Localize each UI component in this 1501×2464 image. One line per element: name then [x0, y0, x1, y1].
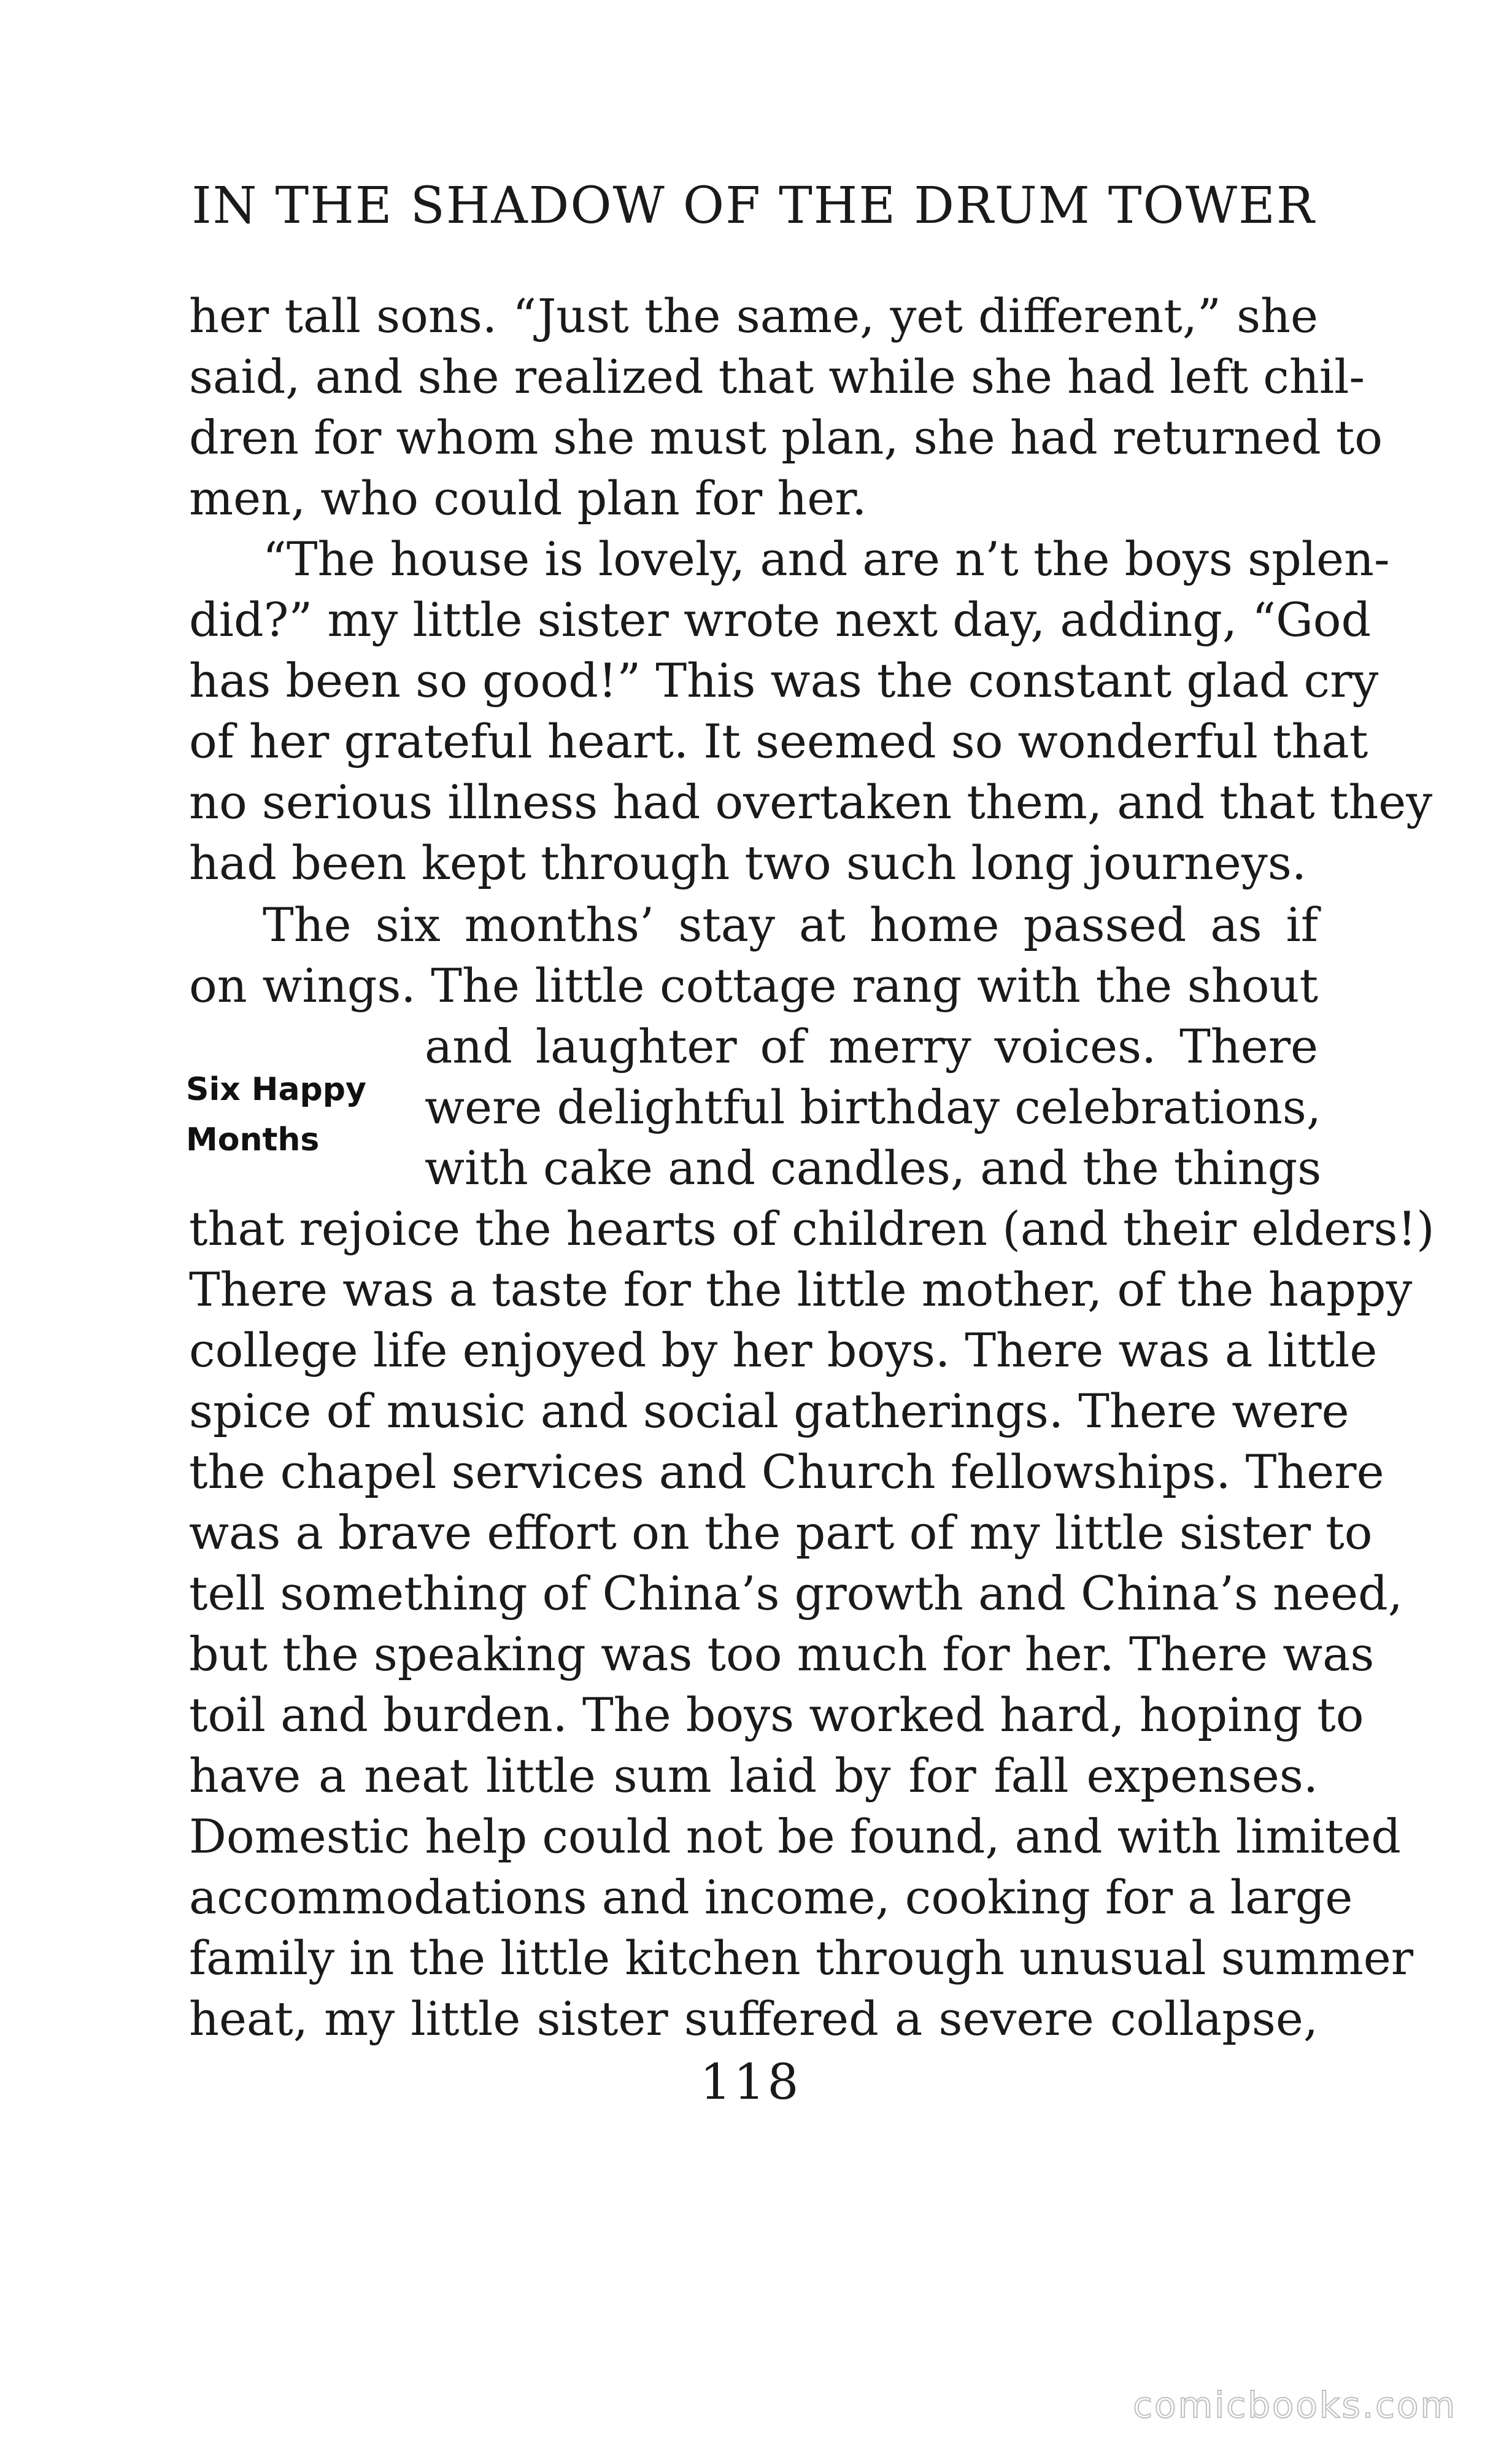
text-line: There was a taste for the little mother, of the happy — [189, 1262, 1413, 1317]
text-line: dren for whom she must plan, she had returned to — [189, 410, 1383, 465]
text-line: her tall sons. “Just the same, yet different,” she — [189, 289, 1318, 343]
text-line: “The house is lovely, and are n’t the boys splen- — [263, 532, 1390, 586]
text-line: with cake and candles, and the things — [425, 1141, 1322, 1195]
text-line: college life enjoyed by her boys. There was a little — [189, 1323, 1378, 1377]
text-line: but the speaking was too much for her. There was — [189, 1627, 1375, 1681]
text-line: family in the little kitchen through unusual summer — [189, 1931, 1414, 1985]
sidenote-line: Six Happy — [186, 1071, 366, 1108]
running-head: IN THE SHADOW OF THE DRUM TOWER — [191, 177, 1316, 235]
text-line: the chapel services and Church fellowships. There — [189, 1444, 1384, 1499]
text-line: heat, my little sister suffered a severe collapse, — [189, 1991, 1318, 2046]
text-line: of her grateful heart. It seemed so wonderful that — [189, 714, 1368, 769]
watermark: comicbooks.com — [1133, 2384, 1457, 2426]
page-number: 118 — [700, 2053, 801, 2110]
text-line: men, who could plan for her. — [189, 471, 867, 525]
text-line: spice of music and social gatherings. There were — [189, 1384, 1349, 1438]
text-line: The six months’ stay at home passed as if — [263, 897, 1318, 952]
text-line: had been kept through two such long journeys. — [189, 835, 1306, 890]
text-line: did?” my little sister wrote next day, adding, “God — [189, 592, 1372, 647]
text-line: tell something of China’s growth and China’s need, — [189, 1566, 1403, 1621]
text-line: Domestic help could not be found, and with limited — [189, 1809, 1401, 1864]
text-line: on wings. The little cottage rang with the shout — [189, 958, 1318, 1013]
text-line: was a brave effort on the part of my little sister to — [189, 1505, 1373, 1560]
text-line: no serious illness had overtaken them, and that they — [189, 775, 1433, 829]
sidenote-line: Months — [186, 1122, 320, 1158]
text-line: were delightful birthday celebrations, — [425, 1080, 1322, 1134]
sidenote — [186, 1064, 366, 1165]
text-line: toil and burden. The boys worked hard, hoping to — [189, 1687, 1364, 1742]
text-line: said, and she realized that while she had left chil- — [189, 349, 1365, 404]
text-line: accommodations and income, cooking for a large — [189, 1870, 1353, 1924]
text-line: and laughter of merry voices. There — [425, 1019, 1318, 1074]
text-line: has been so good!” This was the constant glad cry — [189, 653, 1379, 708]
text-line: have a neat little sum laid by for fall expenses. — [189, 1748, 1318, 1803]
text-line: that rejoice the hearts of children (and their elders!) — [189, 1201, 1435, 1256]
